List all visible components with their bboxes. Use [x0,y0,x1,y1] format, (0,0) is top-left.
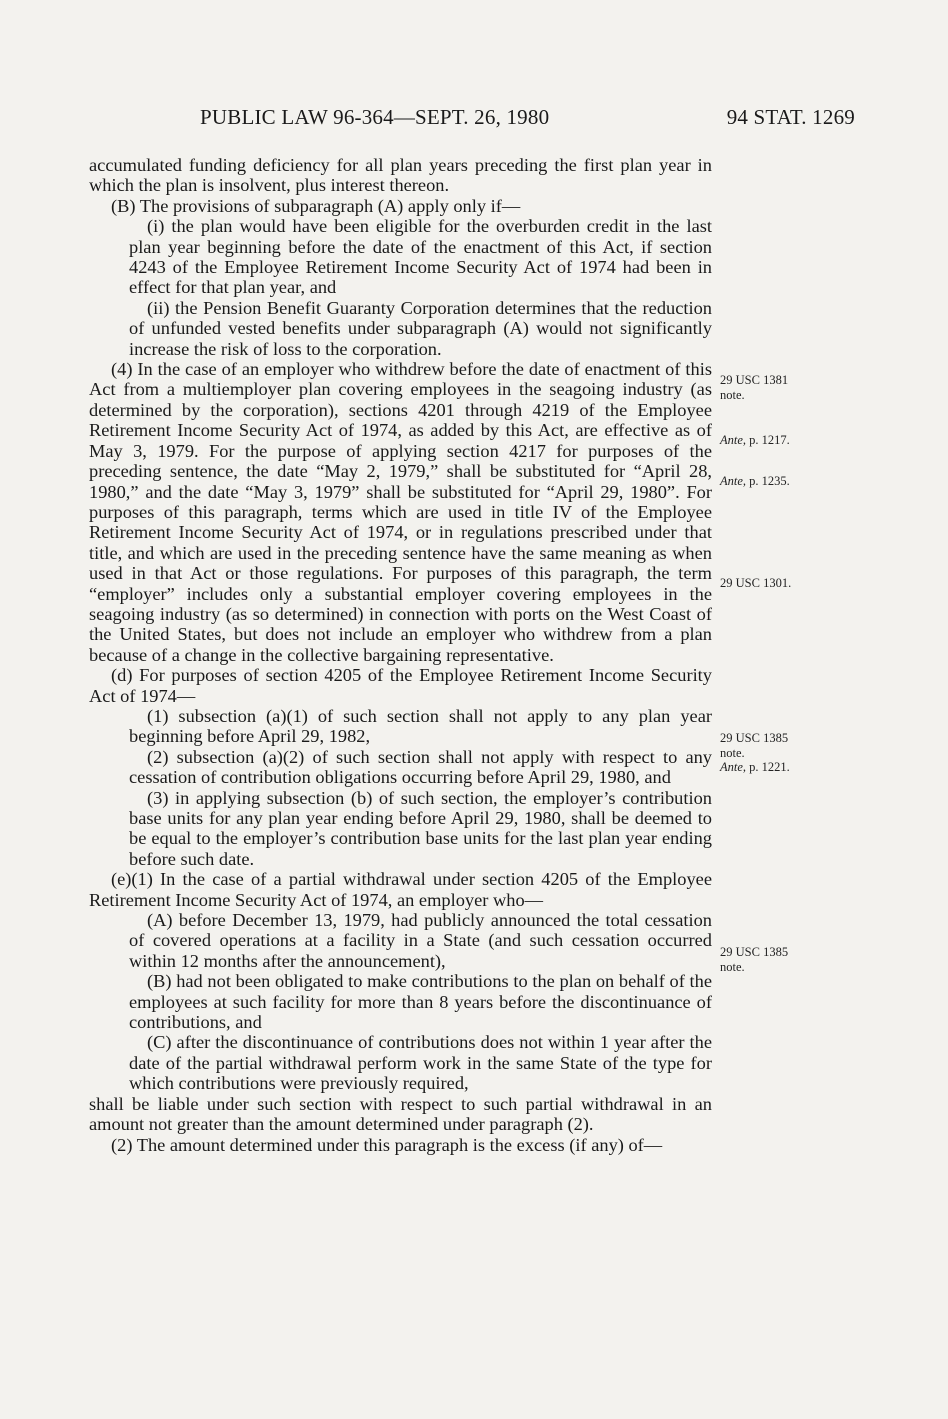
margin-note-2-page: p. 1217. [746,433,790,447]
margin-note-3-ante: Ante, [720,474,747,488]
margin-note-1 [720,373,788,403]
margin-note-6-ante: Ante, [720,760,747,774]
body-text [89,155,712,1155]
header-title: PUBLIC LAW 96-364—SEPT. 26, 1980 [200,105,550,129]
page-header [200,105,855,135]
margin-note-5 [720,731,788,761]
margin-note-3 [720,474,790,489]
margin-note-4 [720,576,791,591]
paragraph-7: (1) subsection (a)(1) of such section shall not apply to any plan year beginning before April 29, 1982, [129,705,712,747]
paragraph-13: (C) after the discontinuance of contributions does not within 1 year after the date of the partial withdrawal perform work in the same State of the type for which contributions were previously required, [129,1032,712,1094]
paragraph-15: (2) The amount determined under this paragraph is the excess (if any) of— [111,1134,663,1155]
paragraph-6: (d) For purposes of section 4205 of the Employee Retirement Income Security Act of 1974— [89,665,712,706]
paragraph-3: (i) the plan would have been eligible for the overburden credit in the last plan year beginning before the date of the enactment of this Act, if section 4243 of the Employee Retirement Income Security Act of 1974 had been in effect for that plan year, and [129,216,712,298]
margin-note-7 [720,945,788,975]
paragraph-12: (B) had not been obligated to make contributions to the plan on behalf of the employees at such facility for more than 8 years before the discontinuance of contributions, and [129,971,712,1033]
margin-note-7-line2: note. [720,960,745,974]
paragraph-2: (B) The provisions of subparagraph (A) apply only if— [111,195,521,216]
margin-note-6-page: p. 1221. [746,760,790,774]
margin-note-7-line1: 29 USC 1385 [720,945,789,959]
margin-note-1-line1: 29 USC 1381 [720,373,789,387]
margin-note-2-ante: Ante, [720,433,747,447]
margin-note-1-line2: note. [720,388,745,402]
margin-note-5-line1: 29 USC 1385 [720,731,789,745]
margin-note-5-line2: note. [720,746,745,760]
paragraph-10: (e)(1) In the case of a partial withdrawal under section 4205 of the Employee Retirement Income Security Act of 1974, an employer who— [89,869,712,910]
paragraph-14: shall be liable under such section with respect to such partial withdrawal in an amount not greater than the amount determined under paragraph (2). [89,1093,712,1135]
margin-note-3-page: p. 1235. [746,474,790,488]
margin-note-2 [720,433,790,448]
paragraph-1: accumulated funding deficiency for all plan years preceding the first plan year in which the plan is insolvent, plus interest thereon. [89,155,712,196]
paragraph-4: (ii) the Pension Benefit Guaranty Corporation determines that the reduction of unfunded vested benefits under subparagraph (A) would not significantly increase the risk of loss to the corporation. [129,297,712,359]
paragraph-8: (2) subsection (a)(2) of such section shall not apply with respect to any cessation of contribution obligations occurring before April 29, 1980, and [129,746,712,788]
margin-note-4-line1: 29 USC 1301. [720,576,792,590]
paragraph-9: (3) in applying subsection (b) of such section, the employer’s contribution base units for any plan year ending before April 29, 1980, shall be deemed to be equal to the employer’s contribution base units for the last plan year ending before such date. [129,787,712,869]
margin-note-6 [720,760,790,775]
paragraph-11: (A) before December 13, 1979, had publicly announced the total cessation of covered operations at a facility in a State (and such cessation occurred within 12 months after the announcement), [129,910,712,971]
header-page-ref: 94 STAT. 1269 [726,105,855,129]
paragraph-5: (4) In the case of an employer who withdrew before the date of enactment of this Act from a multiemployer plan covering employees in the seagoing industry (as determined by the corporation), sections 4201 through 4219 of the Employee Retirement Income Security Act of 1974, as added by this Act, are effective as of May 3, 1979. For the purpose of applying section 4217 for purposes of the preceding sentence, the date “May 2, 1979,” shall be substituted for “April 28, 1980,” and the date “May 3, 1979” shall be substituted for “April 29, 1980”. For purposes of this paragraph, terms which are used in title IV of the Employee Retirement Income Security Act of 1974, or in regulations prescribed under that title, and which are used in the preceding sentence have the same meaning as when used in that Act or those regulations. For purposes of this paragraph, the term “employer” includes only a substantial employer covering employees in the seagoing industry (as so determined) in connection with ports on the West Coast of the United States, but does not include an employer who withdrew from a plan because of a change in the collective bargaining representative. [89,359,712,665]
